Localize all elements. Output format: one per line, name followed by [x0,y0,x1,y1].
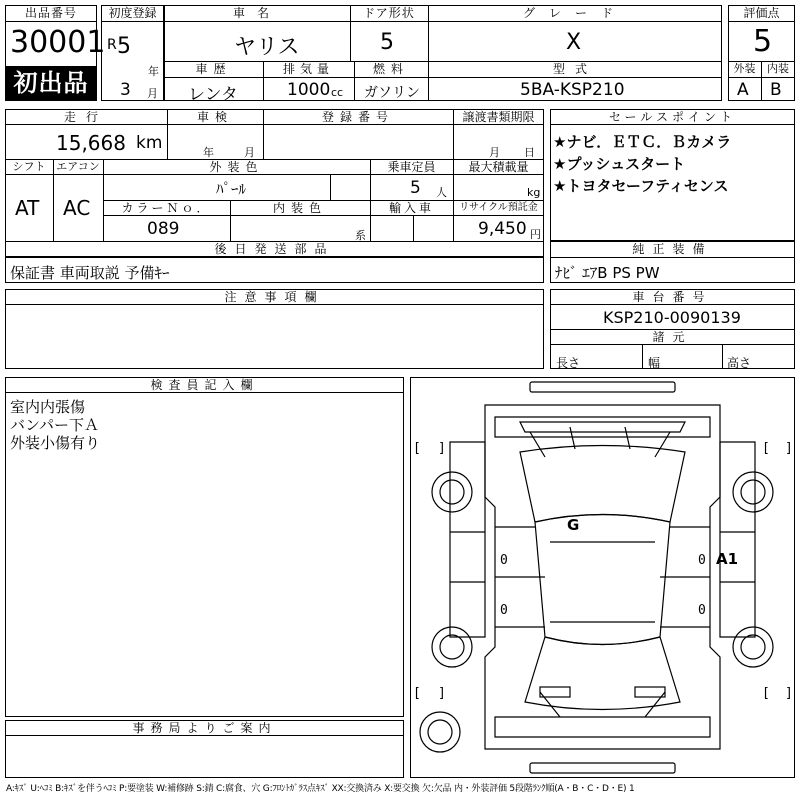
genuine-header: 純正装備 [632,242,713,256]
grade: X [566,30,582,55]
diagram-bracket-6: ] [438,686,446,701]
score-header: 評価点 [743,6,780,20]
mileage-header: 走行 [63,110,108,124]
diagram-zero-4: 0 [698,603,706,618]
diagram-bracket-4: ] [785,441,793,456]
inspection-header: 車検 [196,110,233,124]
inspector-line-1: 室内内張傷 [10,398,86,416]
notes-header: 注意事項欄 [224,290,325,304]
registration-month-unit: 月 [147,87,158,100]
inspector-header: 検査員記入欄 [150,378,259,392]
shift: AT [15,196,40,220]
height-label: 高さ [727,356,752,370]
doors: 5 [380,30,394,55]
lot-number: 30001 [10,25,106,60]
diagram-bracket-2: ] [438,441,446,456]
sales-point-2: ★プッシュスタート [553,155,686,173]
history-header: 車歴 [195,62,232,76]
diagram-mark-g: G [567,516,580,534]
mileage: 15,668 [56,131,126,155]
sales-point-3: ★トヨタセーフティセンス [553,177,729,195]
first-listing-badge: 初出品 [6,66,96,100]
interior-score-header: 内装 [767,62,789,75]
inspection-year-unit: 年 [203,146,214,159]
recycle-header: リサイクル預託金 [459,202,538,213]
history: レンタ [188,85,238,105]
displacement: 1000 [287,80,331,100]
mileage-unit: km [136,133,163,153]
legend: A:ｷｽﾞ U:ﾍｺﾐ B:ｷｽﾞを伴うﾍｺﾐ P:要塗装 W:補修跡 S:錆 C:腐食、穴 G:ﾌﾛﾝﾄｶﾞﾗｽ点ｷｽﾞ XX:交換済み X:要交換 欠:欠品 内・外装評価 5段階ﾗﾝｸ順(A・B・C・D・E) 1 [6,784,635,794]
width-label: 幅 [648,356,661,370]
import-header: 輸入車 [388,201,434,215]
car-name: ヤリス [234,35,300,60]
recycle-unit: 円 [530,228,541,241]
sales-point-1: ★ナビ．ＥＴＣ．Ｂカメラ [553,133,732,151]
displacement-unit: cc [331,86,344,99]
capacity-unit: 人 [436,186,447,199]
diagram-bracket-8: ] [785,686,793,701]
model-header: 型式 [552,62,597,76]
load-header: 最大積載量 [468,160,529,174]
lot-number-header: 出品番号 [24,6,77,20]
diagram-zero-3: 0 [698,553,706,568]
transfer-month-unit: 月 [489,146,500,159]
displacement-header: 排気量 [282,62,334,76]
diagram-zero-1: 0 [500,553,508,568]
color-no-header: カラーＮｏ． [121,201,212,215]
later-parts-header: 後日発送部品 [214,242,335,256]
interior-color-header: 内装色 [272,201,327,215]
exterior-score: A [737,80,749,100]
registration-year-unit: 年 [148,65,159,78]
diagram-bracket-3: [ [762,441,770,456]
capacity: 5 [410,178,421,198]
car-diagram [410,377,795,778]
fuel: ガソリン [364,85,420,101]
exterior-color-header: 外装色 [209,160,264,174]
grade-header: グレード [522,6,627,20]
chassis-number: KSP210-0090139 [603,308,741,327]
inspector-line-3: 外装小傷有り [10,434,101,452]
score: 5 [753,24,773,59]
diagram-mark-a1: A1 [716,550,739,568]
recycle: 9,450 [478,219,527,239]
capacity-header: 乗車定員 [387,160,436,174]
load-unit: kg [527,186,541,199]
diagram-bracket-7: [ [762,686,770,701]
genuine: ﾅﾋﾞ ｴｱB PS PW [555,264,660,282]
registration-header: 初度登録 [108,6,157,20]
shift-header: シフト [12,160,46,173]
transfer-day-unit: 日 [524,146,535,159]
inspection-month-unit: 月 [244,146,255,159]
registration-year: 5 [117,34,131,59]
model: 5BA-KSP210 [520,80,625,100]
inspector-line-2: バンパー下Ａ [10,416,99,434]
chassis-header: 車台番号 [632,290,713,304]
ac: AC [63,196,91,220]
diagram-bracket-1: [ [413,441,421,456]
length-label: 長さ [556,356,581,370]
dims-header: 諸元 [652,330,693,344]
transfer-header: 譲渡書類期限 [462,110,535,124]
registration-era: R [107,37,117,53]
color-no: 089 [147,219,180,239]
ac-header: エアコン [56,160,100,173]
office-header: 事務局よりご案内 [132,721,277,735]
exterior-color: ﾊﾟｰﾙ [216,180,247,198]
later-parts: 保証書 車両取説 予備ｷｰ [10,264,170,282]
interior-score: B [770,80,782,100]
doors-header: ドア形状 [363,6,415,20]
sales-points-header: セールスポイント [609,110,736,124]
car-name-header: 車名 [232,6,281,20]
plate-header: 登録番号 [321,110,394,124]
diagram-zero-2: 0 [500,603,508,618]
diagram-bracket-5: [ [413,686,421,701]
registration-month: 3 [120,80,131,100]
exterior-score-header: 外装 [733,62,756,75]
fuel-header: 燃料 [372,62,409,76]
interior-color-unit: 系 [355,229,366,242]
